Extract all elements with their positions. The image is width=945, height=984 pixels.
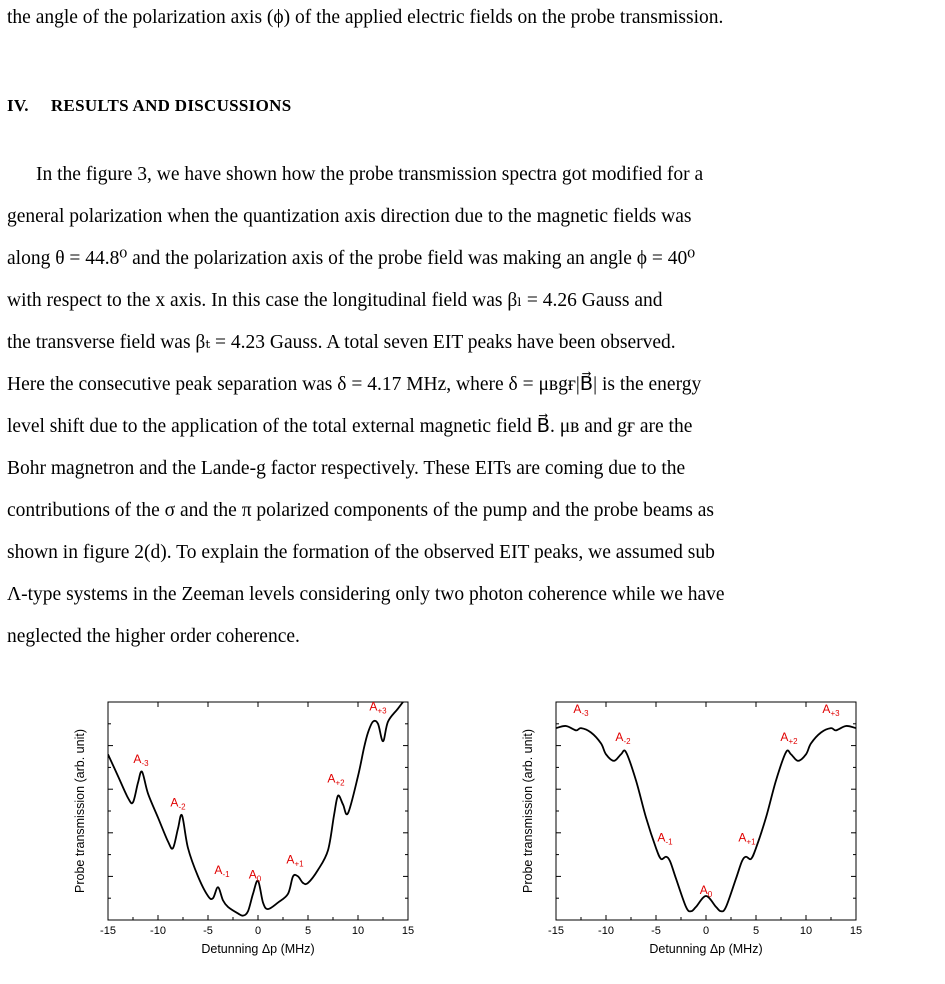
x-tick-label: 10 [351, 925, 365, 937]
x-tick-label: -10 [598, 925, 614, 937]
peak-label: $A_0$ [699, 882, 713, 899]
x-axis-label: Detunning Δp (MHz) [201, 942, 315, 956]
x-tick-label: -5 [203, 925, 213, 937]
peak-label: $A_{+1}$ [738, 830, 756, 847]
peak-label: $A_{+2}$ [327, 771, 345, 788]
x-tick-label: -15 [548, 925, 564, 937]
peak-label: $A_{-2}$ [170, 795, 186, 812]
peak-label: $A_{-1}$ [214, 863, 230, 880]
paragraph-line: Here the consecutive peak separation was δ = 4.17 MHz, where δ = μʙgғ|B⃗| is the energy [7, 374, 702, 395]
x-tick-label: 15 [849, 925, 863, 937]
section-title: RESULTS AND DISCUSSIONS [50, 96, 292, 115]
paragraph-line: Λ-type systems in the Zeeman levels considering only two photon coherence while we have [7, 584, 725, 605]
section-heading [7, 96, 291, 116]
paragraph-line: contributions of the σ and the π polarized components of the pump and the probe beams as [7, 500, 715, 521]
y-axis-label: Probe transmission (arb. unit) [521, 729, 535, 893]
x-tick-label: 5 [304, 925, 312, 937]
paragraph-line: with respect to the x axis. In this case the longitudinal field was βₗ = 4.26 Gauss and [7, 290, 663, 311]
x-tick-label: 10 [799, 925, 813, 937]
figure-left-chart [60, 690, 440, 980]
paragraph-line: the transverse field was βₜ = 4.23 Gauss. A total seven EIT peaks have been observed. [7, 332, 676, 353]
paragraph-line: Bohr magnetron and the Lande-g factor respectively. These EITs are coming due to the [7, 458, 686, 479]
section-number: IV. [7, 96, 29, 115]
peak-label: $A_{+3}$ [822, 701, 840, 718]
paragraph-line: along θ = 44.8⁰ and the polarization axis of the probe field was making an angle ϕ = 40⁰ [7, 248, 696, 269]
paragraph-line: general polarization when the quantization axis direction due to the magnetic fields was [7, 206, 692, 227]
paragraph-line: level shift due to the application of the total external magnetic field B⃗. μʙ and gғ are the [7, 416, 693, 437]
plot-frame [108, 699, 408, 920]
paragraph-line: In the figure 3, we have shown how the probe transmission spectra got modified for a [36, 164, 704, 185]
peak-label: $A_{-1}$ [657, 830, 673, 847]
peak-label: $A_{+2}$ [780, 730, 798, 747]
x-tick-label: -10 [150, 925, 166, 937]
x-tick-label: 0 [254, 925, 262, 937]
y-axis-label: Probe transmission (arb. unit) [73, 729, 87, 893]
x-axis-label: Detunning Δp (MHz) [649, 942, 763, 956]
paragraph-line: neglected the higher order coherence. [7, 626, 300, 647]
peak-label: $A_{-3}$ [133, 752, 149, 769]
figure-right-chart [508, 690, 888, 980]
x-tick-label: -15 [100, 925, 116, 937]
x-tick-label: 5 [752, 925, 760, 937]
paragraph-line: shown in figure 2(d). To explain the formation of the observed EIT peaks, we assumed sub [7, 542, 715, 563]
peak-label: $A_{+3}$ [369, 699, 387, 716]
x-tick-label: 0 [702, 925, 710, 937]
peak-label: $A_{-2}$ [615, 730, 631, 747]
peak-label: $A_{-3}$ [573, 701, 589, 718]
intro-line: the angle of the polarization axis (ϕ) of the applied electric fields on the probe transmission. [7, 7, 724, 28]
x-tick-label: -5 [651, 925, 661, 937]
peak-label: $A_0$ [248, 867, 262, 884]
x-tick-label: 15 [401, 925, 415, 937]
peak-label: $A_{+1}$ [286, 852, 304, 869]
